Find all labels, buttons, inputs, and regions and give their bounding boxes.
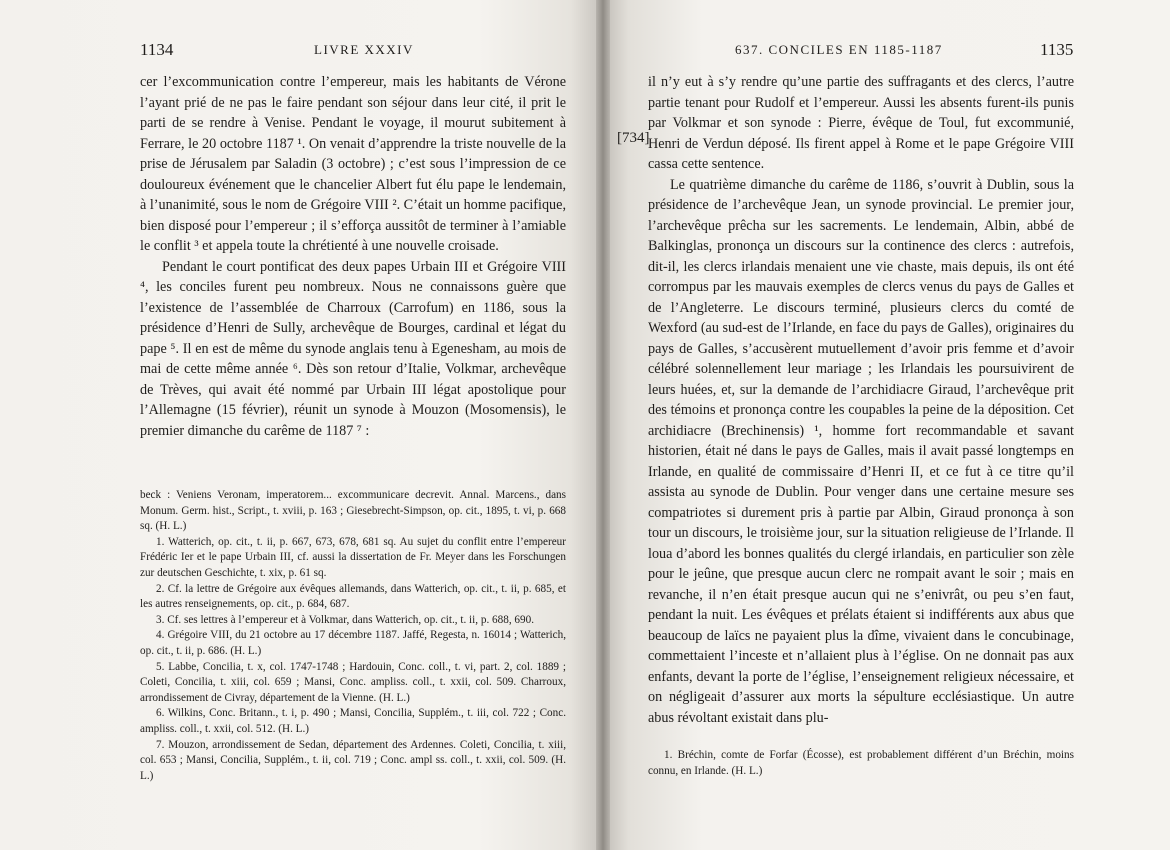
running-head-left: LIVRE XXXIV (314, 42, 414, 57)
margin-page-mark: [734] (617, 130, 650, 146)
paragraph: il n’y eut à s’y rendre qu’une partie des suffragants et des clercs, l’autre partie tenant pour Rudolf et l’empereur. Aussi les absents furent-ils punis par Volkmar et son synode : Pierre, évêque de Toul, fut excommunié, Henri de Verdun déposé. Ils firent appel à Rome et le pape Grégoire VIII cassa cette sentence. (648, 74, 1074, 172)
footnote: beck : Veniens Veronam, imperatorem... excommunicare decrevit. Annal. Marcens., dans Monum. Germ. hist., Script., t. xviii, p. 163 ; Giesebrecht-Simpson, op. cit., 1895, t. vi, p. 668 sq. (H. L.) (140, 489, 566, 533)
page-number-right: 1135 (1040, 40, 1074, 59)
right-page (600, 0, 1170, 850)
right-body-text (648, 72, 1074, 728)
left-footnotes (140, 488, 566, 784)
footnote: 5. Labbe, Concilia, t. x, col. 1747-1748 ; Hardouin, Conc. coll., t. vi, part. 2, col. 1889 ; Coleti, Concilia, t. xiii, col. 659 ; Mansi, Conc. ampliss. coll., t. xxii, col. 509. Charroux, arrondissement de Civray, département de la Vienne. (H. L.) (140, 660, 566, 704)
footnote: 1. Watterich, op. cit., t. ii, p. 667, 673, 678, 681 sq. Au sujet du conflit entre l’empereur Frédéric Ier et le pape Urbain III, cf. aussi la dissertation de Fr. Meyer dans les Forschungen zur deutschen Geschichte, t. xix, p. 61 sq. (140, 535, 566, 579)
right-footnotes (648, 748, 1074, 779)
footnote: 3. Cf. ses lettres à l’empereur et à Volkmar, dans Watterich, op. cit., t. ii, p. 688, 690. (156, 613, 535, 626)
footnote: 6. Wilkins, Conc. Britann., t. i, p. 490 ; Mansi, Concilia, Supplém., t. iii, col. 722 ; Conc. ampliss. coll., t. xxii, col. 512. (H. L.) (140, 707, 566, 735)
footnote: 7. Mouzon, arrondissement de Sedan, département des Ardennes. Coleti, Concilia, t. xiii, col. 653 ; Mansi, Concilia, Supplém., t. ii, col. 719 ; Conc. ampl ss. coll., t. xxii, col. 509. (H. L.) (140, 738, 566, 782)
paragraph: Pendant le court pontificat des deux papes Urbain III et Grégoire VIII ⁴, les conciles furent peu nombreux. Nous ne connaissons guère que l’existence de l’assemblée de Charroux (Carrofum) en 1186, sous la présidence d’Henri de Sully, archevêque de Bourges, cardinal et légat du pape ⁵. Il en est de même du synode anglais tenu à Egenesham, au mois de mai de cette même année ⁶. Dès son retour d’Italie, Volkmar, archevêque de Trèves, qui avait été nommé par Urbain III légat apostolique pour l’Allemagne (15 février), réunit un synode à Mouzon (Mosomensis), le premier dimanche du carême de 1187 ⁷ : (140, 258, 566, 439)
book-gutter (596, 0, 610, 850)
running-head-right: 637. CONCILES EN 1185-1187 (735, 42, 943, 57)
paragraph: Le quatrième dimanche du carême de 1186, s’ouvrit à Dublin, sous la présidence de l’archevêque Jean, un synode provincial. Le premier jour, l’archevêque prêcha sur les sacrements. Le lendemain, Albin, abbé de Balkinglas, prononça un discours sur la continence des clercs : autrefois, dit-il, les clercs irlandais menaient une vie chaste, mais depuis, ils ont été corrompus par les mauvais exemples de clercs venus du pays de Galles et de l’Angleterre. Le discours terminé, plusieurs clercs du comté de Wexford (au sud-est de l’Irlande, en face du pays de Galles), originaires du pays de Galles, s’accusèrent mutuellement d’avoir pris femme et d’avoir célébré solennellement leur mariage ; les Irlandais les poursuivirent de leurs huées, et, sur la demande de l’archidiacre Giraud, l’archevêque prit des témoins et prononça contre les coupables la peine de la déposition. Cet archidiacre (Brechinensis) ¹, homme fort recommandable et savant historien, était né dans le pays de Galles, mais il avait passé longtemps en Irlande, en qualité de commissaire d’Henri II, et ce fut à ce titre qu’il assista au synode de Dublin. Pour venger dans une certaine mesure ses compatriotes si durement pris à partie par Albin, Giraud prononça à son tour un discours, le troisième jour, sur la situation religieuse de l’Irlande. Il loua d’abord les bonnes qualités du clergé irlandais, en particulier son zèle pour le jeûne, que presque aucun clerc ne rompait avant le soir ; mais en revanche, il n’en était presque aucun qui ne s’enivrât, ou peu s’en faut, pendant la nuit. Les évêques et prélats étaient si indifférents aux abus que beaucoup de laïcs ne payaient plus la dîme, vivaient dans le concubinage, commettaient l’inceste et n’allaient plus à l’église. On ne donnait pas aux enfants, devant la porte de l’église, l’enseignement religieux nécessaire, et on négligeait d’assurer aux morts la sépulture ecclésiastique. Un autre abus révoltant existait dans plu- (648, 176, 1074, 726)
footnote: 1. Bréchin, comte de Forfar (Écosse), est probablement différent d’un Bréchin, moins connu, en Irlande. (H. L.) (648, 749, 1074, 777)
footnote: 2. Cf. la lettre de Grégoire aux évêques allemands, dans Watterich, op. cit., t. ii, p. 685, et les autres renseignements, op. cit., p. 684, 687. (140, 582, 566, 611)
page-number-left: 1134 (140, 40, 174, 59)
left-body-text (140, 72, 566, 441)
footnote: 4. Grégoire VIII, du 21 octobre au 17 décembre 1187. Jaffé, Regesta, n. 16014 ; Watterich, op. cit., t. ii, p. 686. (H. L.) (140, 629, 566, 657)
paragraph: cer l’excommunication contre l’empereur, mais les habitants de Vérone l’ayant prié de ne pas le faire pendant son séjour dans leur cité, il prit le parti de se rendre à Venise. Pendant le voyage, il mourut subitement à Ferrare, le 20 octobre 1187 ¹. On venait d’apprendre la triste nouvelle de la prise de Jérusalem par Saladin (3 octobre) ; c’est sous l’impression de ce douloureux événement que le chancelier Albert fut élu pape le lendemain, à l’unanimité, sous le nom de Grégoire VIII ². C’était un homme pacifique, bien disposé pour l’empereur ; il s’efforça aussitôt de terminer à l’amiable le conflit ³ et appela toute la chrétienté à une nouvelle croisade. (140, 74, 566, 254)
